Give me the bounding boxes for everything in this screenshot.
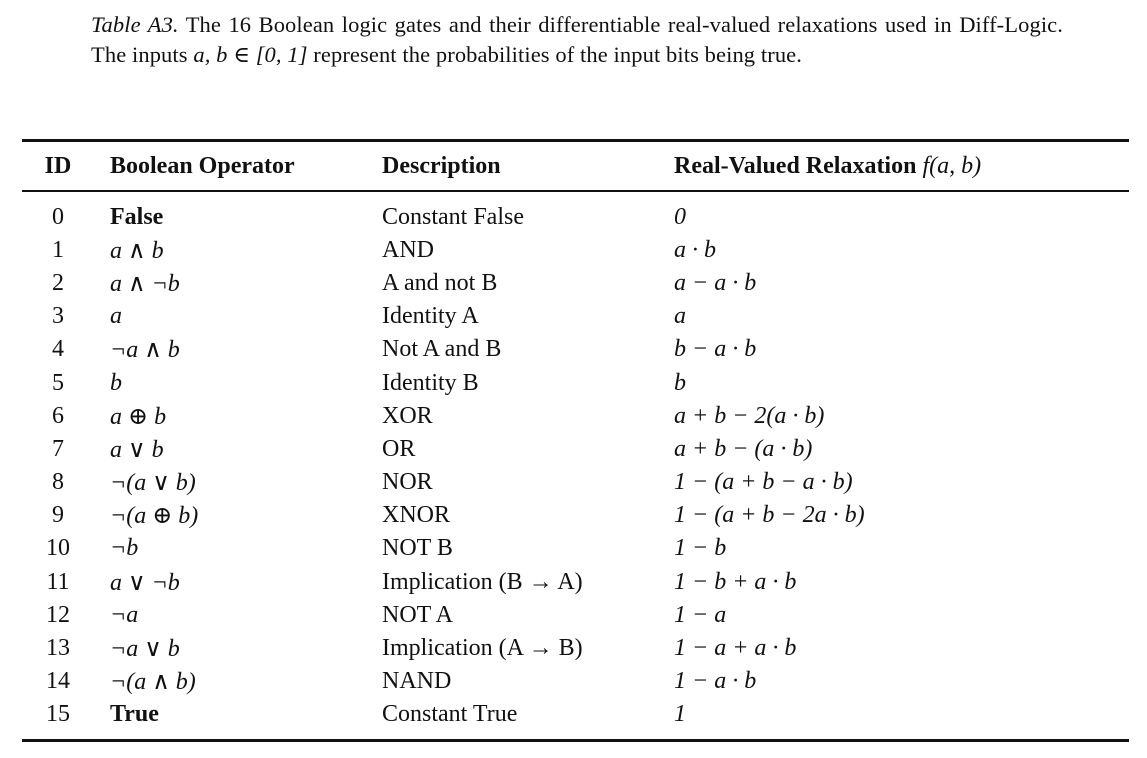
row-id: 15	[46, 701, 70, 728]
caption-text-part-2: represent the probabilities of the input bits being true.	[307, 42, 802, 67]
table-row	[22, 400, 1129, 433]
row-boolean-operator: a	[110, 303, 122, 330]
row-description: Identity A	[382, 303, 479, 330]
row-description: OR	[382, 435, 416, 462]
row-description: A and not B	[382, 269, 498, 296]
row-relaxation: 1 − b	[674, 535, 727, 562]
row-description: NOT A	[382, 601, 453, 628]
header-relaxation-math: f(a, b)	[922, 152, 982, 179]
row-id: 7	[52, 435, 64, 462]
table-body	[22, 192, 1129, 739]
row-relaxation: a − a · b	[674, 269, 757, 296]
row-relaxation: 1 − (a + b − a · b)	[674, 469, 853, 496]
row-description: XNOR	[382, 502, 451, 529]
table-row	[22, 333, 1129, 366]
logic-gates-table	[22, 139, 1129, 742]
table-row	[22, 466, 1129, 499]
header-description: Description	[382, 152, 501, 179]
table-row	[22, 532, 1129, 565]
row-boolean-operator: ¬a ∧ b	[110, 337, 180, 364]
row-id: 13	[46, 635, 70, 662]
row-relaxation: 1 − (a + b − 2a · b)	[674, 502, 865, 529]
header-relaxation-label: Real-Valued Relaxation	[674, 152, 923, 179]
caption-math-inputs: a, b ∈ [0, 1]	[193, 42, 308, 67]
row-description: Constant False	[382, 203, 524, 230]
table-row	[22, 300, 1129, 333]
table-row	[22, 267, 1129, 300]
table-bottom-rule	[22, 739, 1129, 742]
row-boolean-operator: a ∧ ¬b	[110, 270, 180, 297]
row-description: NOT B	[382, 535, 453, 562]
table-row	[22, 665, 1129, 698]
row-id: 14	[46, 668, 70, 695]
row-relaxation: 1	[674, 701, 686, 728]
row-relaxation: a · b	[674, 236, 716, 263]
row-relaxation: b − a · b	[674, 336, 757, 363]
row-boolean-operator: ¬(a ∧ b)	[110, 669, 196, 696]
header-relaxation	[674, 142, 1129, 190]
row-id: 12	[46, 601, 70, 628]
row-boolean-operator: ¬a	[110, 601, 139, 628]
row-description: Constant True	[382, 701, 518, 728]
table-row	[22, 433, 1129, 466]
row-boolean-operator: a ∨ ¬b	[110, 569, 180, 596]
row-description: AND	[382, 236, 434, 263]
row-id: 5	[52, 369, 64, 396]
row-id: 11	[46, 568, 70, 595]
row-description: Identity B	[382, 369, 479, 396]
table-row	[22, 632, 1129, 665]
table-row	[22, 499, 1129, 532]
row-description: Implication (A → B)	[382, 635, 583, 662]
row-boolean-operator: ¬(a ⊕ b)	[110, 503, 199, 530]
table-row	[22, 366, 1129, 399]
row-id: 4	[52, 336, 64, 363]
header-boolean-operator: Boolean Operator	[110, 152, 295, 179]
row-id: 1	[52, 236, 64, 263]
row-relaxation: 1 − b + a · b	[674, 568, 797, 595]
row-boolean-operator: a ∧ b	[110, 237, 164, 264]
row-description: NOR	[382, 469, 433, 496]
row-relaxation: a	[674, 303, 686, 330]
caption-text-part-1: The 16 Boolean logic gates and their differentiable real-valued relaxations used in Diff-Logic. The inputs	[91, 12, 1063, 67]
row-relaxation: b	[674, 369, 686, 396]
table-caption	[91, 10, 1063, 70]
row-id: 10	[46, 535, 70, 562]
table-row	[22, 201, 1129, 234]
row-id: 9	[52, 502, 64, 529]
header-id: ID	[44, 152, 72, 179]
row-id: 3	[52, 303, 64, 330]
table-row	[22, 234, 1129, 267]
row-relaxation: 0	[674, 203, 686, 230]
row-boolean-operator: True	[110, 701, 159, 728]
row-boolean-operator: ¬b	[110, 535, 139, 562]
row-description: Not A and B	[382, 336, 502, 363]
row-description: Implication (B → A)	[382, 568, 583, 595]
row-relaxation: 1 − a + a · b	[674, 635, 797, 662]
row-relaxation: a + b − 2(a · b)	[674, 402, 825, 429]
table-row	[22, 599, 1129, 632]
row-boolean-operator: ¬a ∨ b	[110, 636, 180, 663]
row-boolean-operator: a ∨ b	[110, 436, 164, 463]
row-boolean-operator: b	[110, 369, 122, 396]
row-id: 6	[52, 402, 64, 429]
row-id: 0	[52, 203, 64, 230]
table-header-row	[22, 142, 1129, 190]
row-relaxation: 1 − a · b	[674, 668, 757, 695]
row-id: 2	[52, 269, 64, 296]
row-description: XOR	[382, 402, 433, 429]
table-label: Table A3.	[91, 12, 179, 37]
row-boolean-operator: False	[110, 203, 164, 230]
row-boolean-operator: ¬(a ∨ b)	[110, 470, 196, 497]
row-boolean-operator: a ⊕ b	[110, 403, 167, 430]
table-row	[22, 698, 1129, 731]
row-description: NAND	[382, 668, 452, 695]
row-relaxation: a + b − (a · b)	[674, 435, 813, 462]
table-row	[22, 566, 1129, 599]
row-relaxation: 1 − a	[674, 601, 727, 628]
row-id: 8	[52, 469, 64, 496]
